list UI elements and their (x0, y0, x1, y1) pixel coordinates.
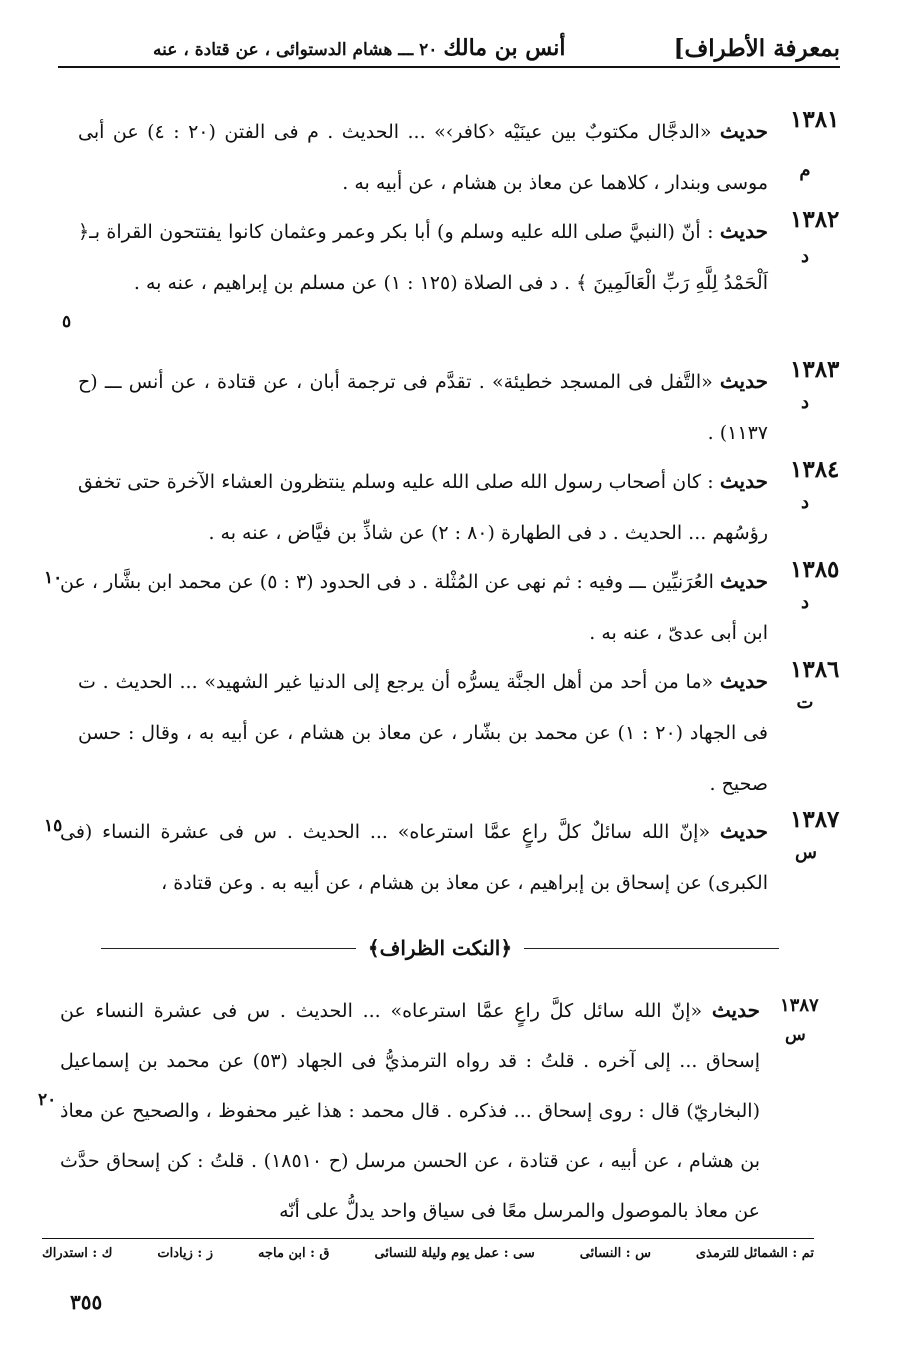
entry-source-symbol: د (800, 492, 809, 513)
legend-item: س : النسائى (579, 1246, 651, 1261)
header-chain: هشام الدستوائى ، عن قتادة ، عنه (153, 40, 393, 60)
entry-number: ١٣٨٥ (790, 556, 840, 583)
entry-text (60, 556, 768, 659)
nukat-rule (101, 948, 356, 949)
margin-line-number: ١٥ (44, 816, 63, 836)
entry-source-symbol: س (795, 842, 817, 863)
legend-item: ك : استدراك (42, 1246, 113, 1261)
entry-text (60, 806, 768, 909)
header-book-title: بمعرفة الأطراف] (673, 34, 840, 62)
page-number: ٣٥٥ (70, 1290, 103, 1314)
running-header (45, 28, 840, 68)
entry-number: ١٣٨٧ (790, 806, 840, 833)
entry-number: ١٣٨٦ (790, 656, 840, 683)
entry-body: «إنّ الله سائلٌ كلَّ راعٍ عمَّا استرعاه» ... الحديث . س فى عشرة النساء (فى الكبرى) عن إسحاق بن إبراهيم ، عن معاذ بن هشام ، عن أبيه به . وعن قتادة ، (60, 821, 768, 894)
entry-keyword: حديث (719, 119, 768, 143)
footer-rule (42, 1238, 814, 1239)
entry-source-symbol: د (800, 246, 809, 267)
nukat-section-header (95, 930, 785, 966)
legend-item: سى : عمل يوم وليلة للنسائى (374, 1246, 535, 1261)
nukat-rule (524, 948, 779, 949)
entry-text (78, 656, 768, 810)
nukat-entry-body: «إنّ الله سائل كلَّ راعٍ عمَّا استرعاه» ... الحديث . س فى عشرة النساء عن إسحاق ... إلى آخره . قلتُ : قد رواه الترمذيُّ فى الجهاد (٥٣) عن محمد بن إسماعيل (البخاريّ) قال : روى إسحاق ... فذكره . قال محمد : هذا غير محفوظ ، والصحيح عن معاذ بن هشام ، عن أبيه ، عن قتادة ، عن الحسن مرسل (ح ١٨٥١٠) . قلتُ : كن إسحاق حدَّث عن معاذ بالموصول والمرسل معًا فى سياق واحد يدلُّ على أنّه (60, 1000, 760, 1222)
entry-keyword: حديث (719, 669, 768, 693)
entry-number: ١٣٨٤ (790, 456, 840, 483)
nukat-entry-number: ١٣٨٧ (780, 995, 819, 1016)
entry-keyword: حديث (719, 469, 768, 493)
margin-line-number: ١٠ (44, 568, 63, 588)
nukat-entry-source-symbol: س (785, 1025, 806, 1045)
header-narrator-block (153, 35, 566, 61)
legend-item: ز : زيادات (157, 1246, 214, 1261)
header-narrator: أنس بن مالك (443, 35, 566, 61)
entry-number: ١٣٨١ (790, 106, 840, 133)
entry-keyword: حديث (719, 819, 768, 843)
entry-body: : كان أصحاب رسول الله صلى الله عليه وسلم ينتظرون العشاء الآخرة حتى تخفق رؤسُهم ... الحديث . د فى الطهارة (٨٠ : ٢) عن شاذِّ بن فيَّاض ، عنه به . (78, 471, 768, 544)
legend-item: تم : الشمائل للترمذى (695, 1246, 814, 1261)
entry-keyword: حديث (719, 219, 768, 243)
legend-item: ق : ابن ماجه (257, 1246, 330, 1261)
entry-keyword: حديث (719, 569, 769, 593)
entry-source-symbol: ت (796, 692, 814, 713)
margin-line-number: ٥ (62, 312, 72, 332)
margin-line-number: ٢٠ (38, 1090, 57, 1110)
entry-body: : أنّ (النبيَّ صلى الله عليه وسلم و) أبا بكر وعمر وعثمان كانوا يفتتحون القراة بـ﴿ اَلْحَمْدُ لِلَّهِ رَبِّ الْعَالَمِينَ ﴾ . د فى الصلاة (١٢٥ : ١) عن مسلم بن إبراهيم ، عنه به . (78, 221, 768, 294)
entry-body: «التَّفل فى المسجد خطيئة» . تقدَّم فى ترجمة أبان ، عن قتادة ، عن أنس ـــ (ح ١١٣٧) . (78, 371, 768, 444)
entry-source-symbol: د (800, 592, 809, 613)
entry-body: «الدجَّال مكتوبٌ بين عينَيْه ‹كافر›» ... الحديث . م فى الفتن (٢٠ : ٤) عن أبى موسى وبندار ، كلاهما عن معاذ بن هشام ، عن أبيه به . (78, 121, 768, 194)
entry-text (78, 206, 768, 309)
entry-source-symbol: د (800, 392, 809, 413)
entry-body: العُرَنيِّين ـــ وفيه : ثم نهى عن المُثْلة . د فى الحدود (٣ : ٥) عن محمد ابن بشَّار ، عن ابن أبى عدىّ ، عنه به . (60, 571, 768, 644)
nukat-entry-text (60, 985, 760, 1236)
entry-body: «ما من أحد من أهل الجنَّة يسرُّه أن يرجع إلى الدنيا غير الشهيد» ... الحديث . ت فى الجهاد (٢٠ : ١) عن محمد بن بشّار ، عن معاذ بن هشام ، عن أبيه به ، وقال : حسن صحيح . (78, 671, 768, 795)
entry-text (78, 456, 768, 559)
entry-number: ١٣٨٣ (790, 356, 840, 383)
entry-keyword: حديث (719, 369, 768, 393)
nukat-entry-keyword: حديث (711, 998, 760, 1022)
entry-text (78, 106, 768, 209)
nukat-title: ﴿النكت الظراف﴾ (367, 936, 513, 960)
entry-source-symbol: م (799, 160, 811, 181)
abbreviation-legend (42, 1246, 814, 1261)
header-volume-sep: ٢٠ ـــ (398, 40, 438, 60)
entry-text (78, 356, 768, 459)
header-rule (58, 66, 840, 68)
entry-number: ١٣٨٢ (790, 206, 840, 233)
nukat-entry (60, 985, 760, 1236)
